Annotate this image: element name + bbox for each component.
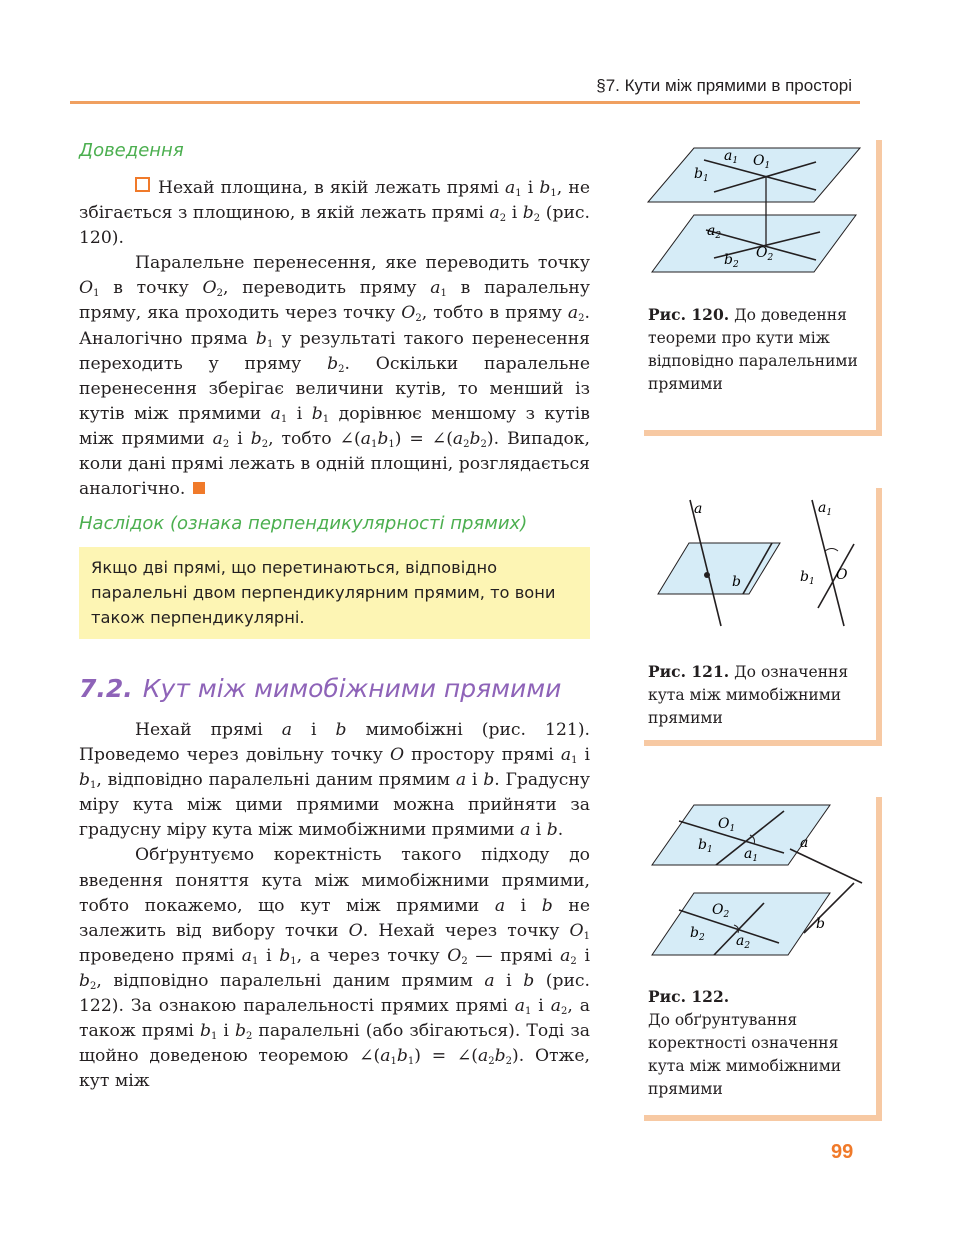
- figure-121-label: Рис. 121.: [648, 662, 730, 681]
- label-a2: $a_2$: [707, 223, 722, 241]
- proof-paragraph-1: Нехай площина, в якій лежать прямі $a_1$ і $b_1$, не збігається з площиною, в якій лежать прямі $a_2$ і $b_2$ (рис. 120).: [79, 178, 590, 249]
- label-O1: $O_1$: [718, 816, 736, 834]
- section-number: 7.2.: [79, 674, 133, 703]
- figure-121-text: До означення кута між мимобіжними прямими: [648, 663, 849, 727]
- proof-body: [79, 176, 590, 502]
- figure-120-text: До доведення теореми про кути між відповідно паралельними прямими: [648, 306, 858, 393]
- label-a1: $a_1$: [818, 500, 833, 518]
- page-number: 99: [831, 1141, 854, 1163]
- plane: [658, 543, 780, 594]
- section-body: [79, 718, 590, 1094]
- angle-arc: [825, 549, 838, 552]
- proof-start-icon: [135, 177, 150, 192]
- figure-122-caption: [648, 985, 874, 1101]
- figure-121: [644, 488, 876, 633]
- figure-122-label: Рис. 122.: [648, 987, 730, 1006]
- line-a: [790, 849, 862, 883]
- corollary-box: [79, 547, 590, 639]
- section-heading: [79, 674, 561, 703]
- label-a1: $a_1$: [744, 846, 759, 864]
- label-a2: $a_2$: [736, 933, 751, 951]
- label-a: a: [800, 835, 809, 851]
- point-on-a: [704, 572, 710, 578]
- label-O1: $O_1$: [753, 153, 771, 171]
- label-b1: $b_1$: [694, 166, 709, 184]
- label-O2: $O_2$: [712, 902, 730, 920]
- figure-120-caption: [648, 303, 874, 396]
- corollary-heading: Наслідок (ознака перпендикулярності прямих): [79, 513, 528, 534]
- proof-paragraph-2: Паралельне перенесення, яке переводить точку $O_1$ в точку $O_2$, переводить пряму $a_1$ в паралельну пряму, яка проходить через точку $O_2$, тобто в пряму $a_2$. Аналогічно пряма $b_1$ у результаті такого перенесення переходить у пряму $b_2$. Оскільки паралельне перенесення зберігає величини кутів, то менший із кутів між прямими $a_1$ і $b_1$ дорівнює меншому з кутів між прямими $a_2$ і $b_2$, тобто $\angle(a_1b_1)$ = $\angle(a_2b_2)$. Випадок, коли дані прямі лежать в одній площині, розглядається аналогічно.: [79, 253, 590, 500]
- section-paragraph-2: Обґрунтуємо коректність такого підходу до введення поняття кута між мимобіжними прямими, тобто покажемо, що кут між прямими a і b не залежить від вибору точки O. Нехай через точку $O_1$ проведено прямі $a_1$ і $b_1$, а через точку $O_2$ — прямі $a_2$ і $b_2$, відповідно паралельні даним прямим a і b (рис. 122). За ознакою паралельності прямих прямі $a_1$ і $a_2$, а також прямі $b_1$ і $b_2$ паралельні (або збігаються). Тоді за щойно доведеною теоремою $\angle(a_1b_1)$ = $\angle(a_2b_2)$. Отже, кут між: [79, 845, 590, 1092]
- label-O: O: [836, 567, 848, 583]
- section-title: Кут між мимобіжними прямими: [142, 674, 562, 703]
- label-a1: $a_1$: [724, 148, 739, 166]
- section-paragraph-1: Нехай прямі a і b мимобіжні (рис. 121). Проведемо через довільну точку O простору прямі $a_1$ і $b_1$, відповідно паралельні даним прямим a і b. Градусну міру кута між цими прямими можна прийняти за градусну міру кута між мимобіжними прямими a і b.: [79, 720, 590, 841]
- figure-120-label: Рис. 120.: [648, 305, 730, 324]
- figure-121-caption: [648, 660, 874, 730]
- line-a1: [812, 500, 844, 626]
- proof-end-icon: [193, 482, 205, 494]
- label-b1: $b_1$: [800, 569, 815, 587]
- label-b1: $b_1$: [698, 837, 713, 855]
- running-header: [70, 76, 860, 98]
- figure-120: [644, 140, 876, 290]
- label-O2: $O_2$: [756, 245, 774, 263]
- label-a: a: [694, 501, 703, 517]
- corollary-text: Якщо дві прямі, що перетинаються, відповідно паралельні двом перпендикулярним прямим, то вони також перпендикулярні.: [91, 558, 556, 627]
- label-b2: $b_2$: [690, 925, 705, 943]
- figure-122-text: До обґрунтування коректності означення кута між мимобіжними прямими: [648, 1011, 842, 1098]
- label-b: b: [816, 916, 825, 932]
- label-b2: $b_2$: [724, 252, 739, 270]
- figure-122: [644, 797, 876, 967]
- label-b: b: [732, 574, 741, 590]
- header-rule: [70, 101, 860, 104]
- proof-heading: Доведення: [79, 140, 184, 161]
- header-title: §7. Кути між прямими в просторі: [596, 76, 852, 95]
